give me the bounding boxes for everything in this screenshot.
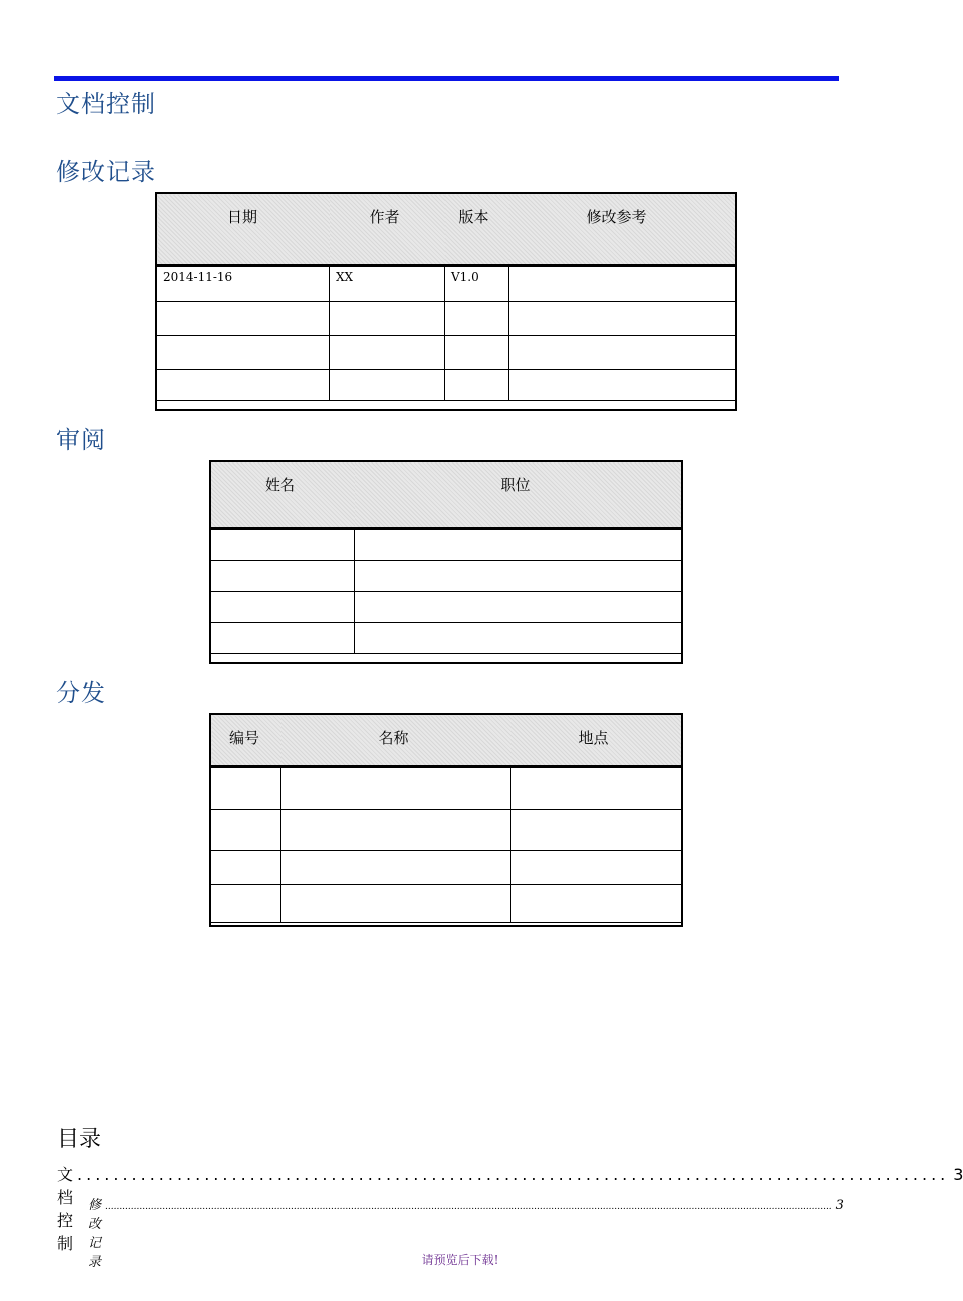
table-row [211, 885, 683, 923]
cell-title [281, 885, 511, 923]
toc-title: 目录 [57, 1127, 102, 1152]
cell-number [211, 767, 281, 810]
table-row [157, 302, 737, 336]
cell-position [355, 529, 683, 561]
cell-title [281, 810, 511, 851]
cell-location [511, 810, 683, 851]
cell-date [157, 370, 330, 401]
cell-position [355, 592, 683, 623]
cell-location [511, 767, 683, 810]
footer-note: 请预览后下载! [421, 1253, 499, 1267]
cell-number [211, 885, 281, 923]
cell-number [211, 810, 281, 851]
header-version: 版本 [445, 194, 509, 266]
cell-date [157, 336, 330, 370]
header-date: 日期 [157, 194, 330, 266]
cell-date: 2014-11-16 [157, 266, 330, 302]
header-reference: 修改参考 [509, 194, 737, 266]
doc-control-heading: 文档控制 [56, 90, 156, 118]
cell-position [355, 561, 683, 592]
distribution-heading: 分发 [56, 679, 106, 707]
cell-reference [509, 302, 737, 336]
revision-heading: 修改记录 [56, 158, 156, 186]
table-row [211, 623, 683, 654]
toc-entry-page: 3 [953, 1165, 963, 1184]
table-row [157, 336, 737, 370]
review-header-row [211, 462, 683, 529]
toc-entry-label: 文档控制 [57, 1165, 74, 1253]
toc-leader-dots: ................................................................................................ [77, 1165, 950, 1184]
table-row [157, 266, 737, 302]
cell-title [281, 851, 511, 885]
cell-number [211, 851, 281, 885]
table-row [211, 851, 683, 885]
review-heading: 审阅 [56, 426, 106, 454]
header-title: 名称 [281, 715, 511, 767]
cell-name [211, 592, 355, 623]
cell-date [157, 302, 330, 336]
toc-entry-label: 修改记录 [88, 1198, 102, 1270]
toc-leader-dots: .............................................................................................................................................................................................................................................................. [105, 1202, 832, 1212]
cell-reference [509, 336, 737, 370]
cell-name [211, 623, 355, 654]
cell-version [445, 302, 509, 336]
cell-reference [509, 266, 737, 302]
revision-table [156, 193, 737, 401]
cell-name [211, 561, 355, 592]
table-row [211, 561, 683, 592]
cell-title [281, 767, 511, 810]
header-location: 地点 [511, 715, 683, 767]
cell-version [445, 370, 509, 401]
table-row [157, 370, 737, 401]
distribution-table [210, 714, 683, 923]
cell-version [445, 336, 509, 370]
header-author: 作者 [330, 194, 445, 266]
cell-author [330, 370, 445, 401]
cell-name [211, 529, 355, 561]
cell-version: V1.0 [445, 266, 509, 302]
cell-position [355, 623, 683, 654]
distribution-header-row [211, 715, 683, 767]
cell-author [330, 302, 445, 336]
cell-location [511, 885, 683, 923]
header-position: 职位 [355, 462, 683, 529]
header-rule [54, 76, 839, 81]
review-table [210, 461, 683, 654]
cell-location [511, 851, 683, 885]
cell-reference [509, 370, 737, 401]
toc-entry-page: 3 [835, 1198, 844, 1213]
revision-header-row [157, 194, 737, 266]
header-number: 编号 [211, 715, 281, 767]
cell-author [330, 336, 445, 370]
table-row [211, 529, 683, 561]
header-name: 姓名 [211, 462, 355, 529]
cell-author: XX [330, 266, 445, 302]
table-row [211, 767, 683, 810]
table-row [211, 592, 683, 623]
table-row [211, 810, 683, 851]
